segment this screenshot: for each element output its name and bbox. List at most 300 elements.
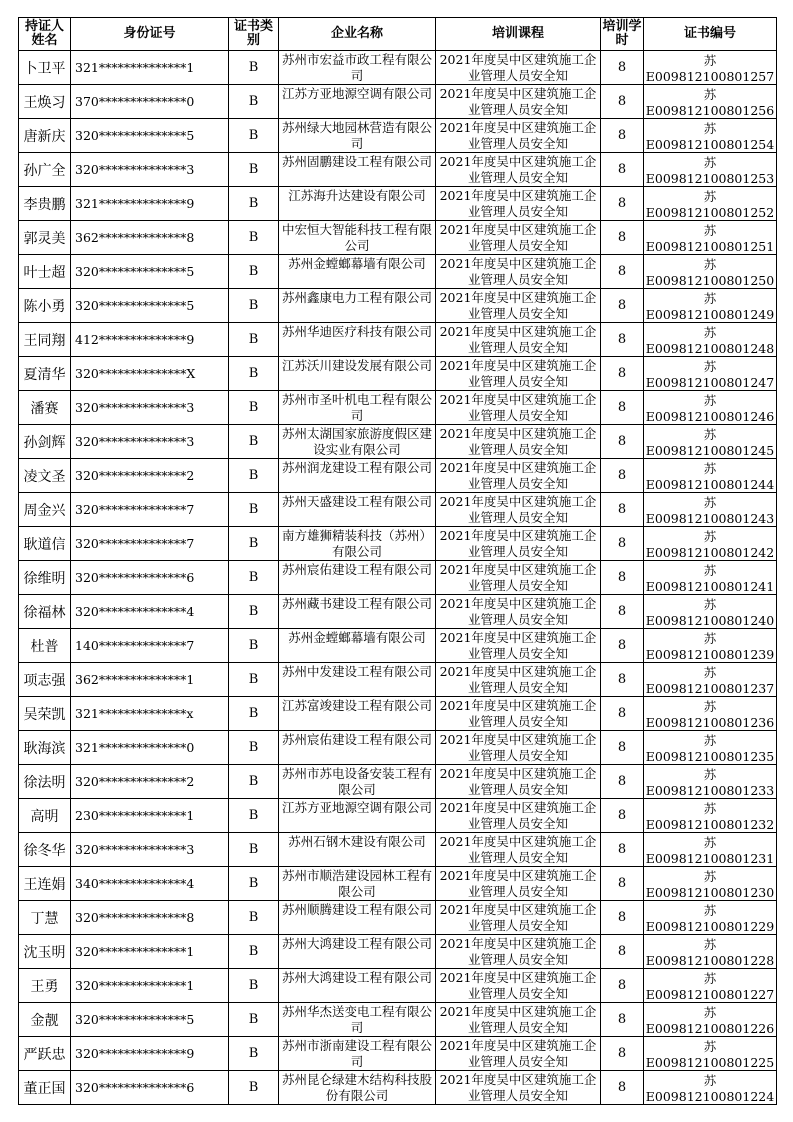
hours-cell: 8 <box>601 255 644 289</box>
holder-name-cell: 孙剑辉 <box>19 425 71 459</box>
certificate-table <box>18 17 777 1105</box>
course-cell <box>436 85 601 119</box>
id-number-cell: 320**************5 <box>71 289 229 323</box>
course-cell-text: 2021年度吴中区建筑施工企业管理人员安全知 <box>439 630 597 661</box>
company-name-cell <box>279 85 436 119</box>
course-cell-text: 2021年度吴中区建筑施工企业管理人员安全知 <box>439 290 597 321</box>
course-cell-text: 2021年度吴中区建筑施工企业管理人员安全知 <box>439 1038 597 1069</box>
cert-type-cell: B <box>229 51 279 85</box>
table-row <box>19 1037 777 1071</box>
company-name-cell <box>279 969 436 1003</box>
id-number-cell: 320**************9 <box>71 1037 229 1071</box>
table-row <box>19 153 777 187</box>
id-number-cell: 320**************2 <box>71 765 229 799</box>
cert-type-cell: B <box>229 221 279 255</box>
cert-type-cell: B <box>229 833 279 867</box>
id-number-cell: 320**************2 <box>71 459 229 493</box>
cert-number-cell: 苏E009812100801247 <box>644 357 777 391</box>
course-cell <box>436 51 601 85</box>
table-row <box>19 289 777 323</box>
cert-type-cell: B <box>229 459 279 493</box>
table-row <box>19 357 777 391</box>
course-cell <box>436 459 601 493</box>
company-name-cell <box>279 153 436 187</box>
cert-number-cell: 苏E009812100801244 <box>644 459 777 493</box>
course-cell <box>436 425 601 459</box>
cert-number-cell: 苏E009812100801227 <box>644 969 777 1003</box>
id-number-cell: 320**************6 <box>71 561 229 595</box>
cert-type-cell: B <box>229 1003 279 1037</box>
company-name-cell-text: 江苏沃川建设发展有限公司 <box>282 358 433 373</box>
holder-name-cell: 高明 <box>19 799 71 833</box>
company-name-cell-text: 苏州石钢木建设有限公司 <box>288 834 426 849</box>
cert-type-cell: B <box>229 391 279 425</box>
hours-cell: 8 <box>601 425 644 459</box>
header-course: 培训课程 <box>436 18 601 51</box>
course-cell-text: 2021年度吴中区建筑施工企业管理人员安全知 <box>439 562 597 593</box>
id-number-cell: 320**************8 <box>71 901 229 935</box>
id-number-cell: 320**************3 <box>71 833 229 867</box>
table-row <box>19 867 777 901</box>
cert-number-cell: 苏E009812100801237 <box>644 663 777 697</box>
hours-cell: 8 <box>601 1003 644 1037</box>
cert-type-cell: B <box>229 867 279 901</box>
holder-name-cell: 潘赛 <box>19 391 71 425</box>
holder-name-cell: 陈小勇 <box>19 289 71 323</box>
course-cell <box>436 153 601 187</box>
course-cell-text: 2021年度吴中区建筑施工企业管理人员安全知 <box>439 154 597 185</box>
course-cell <box>436 357 601 391</box>
company-name-cell-text: 苏州太湖国家旅游度假区建设实业有限公司 <box>282 426 433 457</box>
course-cell <box>436 969 601 1003</box>
company-name-cell-text: 江苏方亚地源空调有限公司 <box>282 800 433 815</box>
course-cell-text: 2021年度吴中区建筑施工企业管理人员安全知 <box>439 358 597 389</box>
company-name-cell <box>279 935 436 969</box>
hours-cell: 8 <box>601 1071 644 1105</box>
hours-cell: 8 <box>601 935 644 969</box>
holder-name-cell: 王连娟 <box>19 867 71 901</box>
hours-cell: 8 <box>601 731 644 765</box>
table-row <box>19 255 777 289</box>
course-cell-text: 2021年度吴中区建筑施工企业管理人员安全知 <box>439 52 597 83</box>
table-row <box>19 799 777 833</box>
hours-cell: 8 <box>601 323 644 357</box>
course-cell <box>436 867 601 901</box>
course-cell-text: 2021年度吴中区建筑施工企业管理人员安全知 <box>439 188 597 219</box>
hours-cell: 8 <box>601 561 644 595</box>
cert-type-cell: B <box>229 323 279 357</box>
id-number-cell: 321**************9 <box>71 187 229 221</box>
holder-name-cell: 项志强 <box>19 663 71 697</box>
company-name-cell-text: 苏州顺腾建设工程有限公司 <box>282 902 433 917</box>
cert-type-cell: B <box>229 799 279 833</box>
cert-type-cell: B <box>229 1037 279 1071</box>
table-row <box>19 221 777 255</box>
cert-type-cell: B <box>229 561 279 595</box>
cert-number-cell: 苏E009812100801233 <box>644 765 777 799</box>
header-company-name: 企业名称 <box>279 18 436 51</box>
course-cell-text: 2021年度吴中区建筑施工企业管理人员安全知 <box>439 86 597 117</box>
cert-number-cell: 苏E009812100801229 <box>644 901 777 935</box>
holder-name-cell: 杜普 <box>19 629 71 663</box>
id-number-cell: 320**************6 <box>71 1071 229 1105</box>
company-name-cell-text: 南方雄狮精装科技（苏州）有限公司 <box>282 528 433 559</box>
holder-name-cell: 王同翔 <box>19 323 71 357</box>
course-cell <box>436 595 601 629</box>
hours-cell: 8 <box>601 493 644 527</box>
company-name-cell <box>279 629 436 663</box>
company-name-cell <box>279 323 436 357</box>
holder-name-cell: 王勇 <box>19 969 71 1003</box>
table-row <box>19 459 777 493</box>
company-name-cell-text: 苏州宸佑建设工程有限公司 <box>282 732 433 747</box>
company-name-cell-text: 江苏富竣建设工程有限公司 <box>282 698 433 713</box>
table-row <box>19 731 777 765</box>
course-cell <box>436 221 601 255</box>
course-cell <box>436 527 601 561</box>
hours-cell: 8 <box>601 765 644 799</box>
company-name-cell <box>279 697 436 731</box>
cert-number-cell: 苏E009812100801252 <box>644 187 777 221</box>
table-row <box>19 935 777 969</box>
table-row <box>19 561 777 595</box>
holder-name-cell: 严跃忠 <box>19 1037 71 1071</box>
company-name-cell-text: 苏州天盛建设工程有限公司 <box>282 494 433 509</box>
holder-name-cell: 董正国 <box>19 1071 71 1105</box>
company-name-cell <box>279 833 436 867</box>
header-id-number: 身份证号 <box>71 18 229 51</box>
course-cell-text: 2021年度吴中区建筑施工企业管理人员安全知 <box>439 222 597 253</box>
cert-number-cell: 苏E009812100801230 <box>644 867 777 901</box>
company-name-cell-text: 苏州市顺浩建设园林工程有限公司 <box>282 868 433 899</box>
cert-type-cell: B <box>229 527 279 561</box>
course-cell-text: 2021年度吴中区建筑施工企业管理人员安全知 <box>439 120 597 151</box>
course-cell-text: 2021年度吴中区建筑施工企业管理人员安全知 <box>439 902 597 933</box>
company-name-cell-text: 苏州昆仑绿建木结构科技股份有限公司 <box>282 1072 433 1103</box>
hours-cell: 8 <box>601 357 644 391</box>
id-number-cell: 321**************1 <box>71 51 229 85</box>
cert-type-cell: B <box>229 187 279 221</box>
course-cell <box>436 289 601 323</box>
table-row <box>19 969 777 1003</box>
course-cell-text: 2021年度吴中区建筑施工企业管理人员安全知 <box>439 698 597 729</box>
company-name-cell-text: 江苏海升达建设有限公司 <box>288 188 426 203</box>
company-name-cell-text: 苏州市苏电设备安装工程有限公司 <box>282 766 433 797</box>
company-name-cell-text: 苏州市浙南建设工程有限公司 <box>282 1038 433 1069</box>
course-cell <box>436 935 601 969</box>
id-number-cell: 370**************0 <box>71 85 229 119</box>
hours-cell: 8 <box>601 119 644 153</box>
company-name-cell-text: 苏州中发建设工程有限公司 <box>282 664 433 679</box>
cert-number-cell: 苏E009812100801241 <box>644 561 777 595</box>
company-name-cell-text: 苏州润龙建设工程有限公司 <box>282 460 433 475</box>
company-name-cell <box>279 255 436 289</box>
company-name-cell-text: 苏州藏书建设工程有限公司 <box>282 596 433 611</box>
holder-name-cell: 叶士超 <box>19 255 71 289</box>
hours-cell: 8 <box>601 289 644 323</box>
table-row <box>19 663 777 697</box>
course-cell-text: 2021年度吴中区建筑施工企业管理人员安全知 <box>439 426 597 457</box>
id-number-cell: 140**************7 <box>71 629 229 663</box>
table-row <box>19 391 777 425</box>
cert-number-cell: 苏E009812100801248 <box>644 323 777 357</box>
course-cell-text: 2021年度吴中区建筑施工企业管理人员安全知 <box>439 392 597 423</box>
company-name-cell <box>279 901 436 935</box>
course-cell-text: 2021年度吴中区建筑施工企业管理人员安全知 <box>439 1072 597 1103</box>
cert-number-cell: 苏E009812100801257 <box>644 51 777 85</box>
company-name-cell <box>279 561 436 595</box>
holder-name-cell: 徐福林 <box>19 595 71 629</box>
id-number-cell: 230**************1 <box>71 799 229 833</box>
cert-number-cell: 苏E009812100801240 <box>644 595 777 629</box>
course-cell-text: 2021年度吴中区建筑施工企业管理人员安全知 <box>439 936 597 967</box>
table-row <box>19 1071 777 1105</box>
table-row <box>19 527 777 561</box>
cert-number-cell: 苏E009812100801225 <box>644 1037 777 1071</box>
hours-cell: 8 <box>601 187 644 221</box>
cert-type-cell: B <box>229 153 279 187</box>
holder-name-cell: 周金兴 <box>19 493 71 527</box>
cert-type-cell: B <box>229 969 279 1003</box>
cert-type-cell: B <box>229 85 279 119</box>
course-cell-text: 2021年度吴中区建筑施工企业管理人员安全知 <box>439 596 597 627</box>
holder-name-cell: 沈玉明 <box>19 935 71 969</box>
cert-type-cell: B <box>229 731 279 765</box>
course-cell-text: 2021年度吴中区建筑施工企业管理人员安全知 <box>439 460 597 491</box>
cert-type-cell: B <box>229 629 279 663</box>
cert-number-cell: 苏E009812100801245 <box>644 425 777 459</box>
id-number-cell: 320**************5 <box>71 255 229 289</box>
table-row <box>19 85 777 119</box>
hours-cell: 8 <box>601 901 644 935</box>
cert-number-cell: 苏E009812100801249 <box>644 289 777 323</box>
id-number-cell: 362**************1 <box>71 663 229 697</box>
course-cell <box>436 1037 601 1071</box>
company-name-cell <box>279 187 436 221</box>
table-row <box>19 493 777 527</box>
cert-type-cell: B <box>229 697 279 731</box>
holder-name-cell: 卜卫平 <box>19 51 71 85</box>
course-cell <box>436 255 601 289</box>
course-cell-text: 2021年度吴中区建筑施工企业管理人员安全知 <box>439 766 597 797</box>
cert-number-cell: 苏E009812100801253 <box>644 153 777 187</box>
holder-name-cell: 孙广全 <box>19 153 71 187</box>
id-number-cell: 320**************4 <box>71 595 229 629</box>
id-number-cell: 320**************1 <box>71 935 229 969</box>
table-row <box>19 1003 777 1037</box>
cert-type-cell: B <box>229 935 279 969</box>
company-name-cell-text: 苏州华迪医疗科技有限公司 <box>282 324 433 339</box>
cert-number-cell: 苏E009812100801254 <box>644 119 777 153</box>
cert-type-cell: B <box>229 901 279 935</box>
course-cell <box>436 1003 601 1037</box>
cert-type-cell: B <box>229 765 279 799</box>
holder-name-cell: 耿海滨 <box>19 731 71 765</box>
id-number-cell: 321**************x <box>71 697 229 731</box>
course-cell <box>436 901 601 935</box>
table-row <box>19 323 777 357</box>
hours-cell: 8 <box>601 867 644 901</box>
id-number-cell: 320**************3 <box>71 391 229 425</box>
course-cell <box>436 561 601 595</box>
holder-name-cell: 王焕习 <box>19 85 71 119</box>
header-holder-name: 持证人姓名 <box>19 18 71 51</box>
company-name-cell <box>279 765 436 799</box>
company-name-cell <box>279 731 436 765</box>
course-cell-text: 2021年度吴中区建筑施工企业管理人员安全知 <box>439 868 597 899</box>
cert-type-cell: B <box>229 1071 279 1105</box>
table-row <box>19 765 777 799</box>
course-cell-text: 2021年度吴中区建筑施工企业管理人员安全知 <box>439 494 597 525</box>
course-cell-text: 2021年度吴中区建筑施工企业管理人员安全知 <box>439 834 597 865</box>
hours-cell: 8 <box>601 833 644 867</box>
cert-number-cell: 苏E009812100801256 <box>644 85 777 119</box>
id-number-cell: 321**************0 <box>71 731 229 765</box>
course-cell <box>436 731 601 765</box>
company-name-cell <box>279 357 436 391</box>
course-cell-text: 2021年度吴中区建筑施工企业管理人员安全知 <box>439 664 597 695</box>
course-cell <box>436 119 601 153</box>
table-row <box>19 629 777 663</box>
header-cert-type: 证书类别 <box>229 18 279 51</box>
cert-type-cell: B <box>229 595 279 629</box>
company-name-cell <box>279 119 436 153</box>
company-name-cell-text: 苏州华杰送变电工程有限公司 <box>282 1004 433 1035</box>
hours-cell: 8 <box>601 527 644 561</box>
course-cell-text: 2021年度吴中区建筑施工企业管理人员安全知 <box>439 732 597 763</box>
hours-cell: 8 <box>601 51 644 85</box>
holder-name-cell: 唐新庆 <box>19 119 71 153</box>
holder-name-cell: 徐冬华 <box>19 833 71 867</box>
id-number-cell: 340**************4 <box>71 867 229 901</box>
hours-cell: 8 <box>601 697 644 731</box>
company-name-cell-text: 苏州大鸿建设工程有限公司 <box>282 970 433 985</box>
holder-name-cell: 吴荣凯 <box>19 697 71 731</box>
id-number-cell: 320**************5 <box>71 119 229 153</box>
cert-number-cell: 苏E009812100801228 <box>644 935 777 969</box>
hours-cell: 8 <box>601 969 644 1003</box>
table-row <box>19 51 777 85</box>
company-name-cell <box>279 1037 436 1071</box>
holder-name-cell: 凌文圣 <box>19 459 71 493</box>
company-name-cell-text: 苏州宸佑建设工程有限公司 <box>282 562 433 577</box>
course-cell <box>436 1071 601 1105</box>
course-cell <box>436 697 601 731</box>
table-row <box>19 119 777 153</box>
table-row <box>19 697 777 731</box>
company-name-cell <box>279 51 436 85</box>
company-name-cell-text: 苏州鑫康电力工程有限公司 <box>282 290 433 305</box>
company-name-cell <box>279 425 436 459</box>
company-name-cell <box>279 1003 436 1037</box>
table-row <box>19 187 777 221</box>
hours-cell: 8 <box>601 1037 644 1071</box>
course-cell <box>436 493 601 527</box>
cert-number-cell: 苏E009812100801246 <box>644 391 777 425</box>
course-cell <box>436 663 601 697</box>
hours-cell: 8 <box>601 663 644 697</box>
cert-number-cell: 苏E009812100801243 <box>644 493 777 527</box>
course-cell <box>436 323 601 357</box>
hours-cell: 8 <box>601 595 644 629</box>
company-name-cell <box>279 1071 436 1105</box>
cert-type-cell: B <box>229 289 279 323</box>
hours-cell: 8 <box>601 629 644 663</box>
cert-type-cell: B <box>229 119 279 153</box>
cert-type-cell: B <box>229 357 279 391</box>
company-name-cell-text: 苏州市宏益市政工程有限公司 <box>282 52 433 83</box>
company-name-cell-text: 苏州金螳螂幕墙有限公司 <box>288 256 426 271</box>
cert-type-cell: B <box>229 663 279 697</box>
company-name-cell <box>279 867 436 901</box>
holder-name-cell: 金靓 <box>19 1003 71 1037</box>
company-name-cell-text: 苏州大鸿建设工程有限公司 <box>282 936 433 951</box>
company-name-cell <box>279 221 436 255</box>
id-number-cell: 362**************8 <box>71 221 229 255</box>
company-name-cell-text: 江苏方亚地源空调有限公司 <box>282 86 433 101</box>
cert-number-cell: 苏E009812100801251 <box>644 221 777 255</box>
id-number-cell: 320**************X <box>71 357 229 391</box>
company-name-cell-text: 苏州金螳螂幕墙有限公司 <box>288 630 426 645</box>
header-hours: 培训学时 <box>601 18 644 51</box>
cert-type-cell: B <box>229 493 279 527</box>
id-number-cell: 320**************7 <box>71 527 229 561</box>
hours-cell: 8 <box>601 85 644 119</box>
company-name-cell-text: 苏州绿大地园林营造有限公司 <box>282 120 433 151</box>
hours-cell: 8 <box>601 459 644 493</box>
header-cert-number: 证书编号 <box>644 18 777 51</box>
company-name-cell <box>279 595 436 629</box>
cert-number-cell: 苏E009812100801236 <box>644 697 777 731</box>
table-header-row <box>19 18 777 51</box>
course-cell <box>436 765 601 799</box>
course-cell-text: 2021年度吴中区建筑施工企业管理人员安全知 <box>439 256 597 287</box>
course-cell-text: 2021年度吴中区建筑施工企业管理人员安全知 <box>439 324 597 355</box>
company-name-cell <box>279 663 436 697</box>
course-cell-text: 2021年度吴中区建筑施工企业管理人员安全知 <box>439 528 597 559</box>
company-name-cell <box>279 391 436 425</box>
hours-cell: 8 <box>601 391 644 425</box>
hours-cell: 8 <box>601 221 644 255</box>
table-row <box>19 425 777 459</box>
holder-name-cell: 夏清华 <box>19 357 71 391</box>
course-cell-text: 2021年度吴中区建筑施工企业管理人员安全知 <box>439 800 597 831</box>
course-cell <box>436 799 601 833</box>
course-cell-text: 2021年度吴中区建筑施工企业管理人员安全知 <box>439 970 597 1001</box>
hours-cell: 8 <box>601 153 644 187</box>
company-name-cell-text: 中宏恒大智能科技工程有限公司 <box>282 222 433 253</box>
cert-number-cell: 苏E009812100801224 <box>644 1071 777 1105</box>
id-number-cell: 320**************7 <box>71 493 229 527</box>
cert-number-cell: 苏E009812100801232 <box>644 799 777 833</box>
table-row <box>19 595 777 629</box>
course-cell <box>436 833 601 867</box>
hours-cell: 8 <box>601 799 644 833</box>
course-cell <box>436 187 601 221</box>
cert-number-cell: 苏E009812100801226 <box>644 1003 777 1037</box>
course-cell <box>436 629 601 663</box>
company-name-cell <box>279 799 436 833</box>
company-name-cell-text: 苏州固鹏建设工程有限公司 <box>282 154 433 169</box>
company-name-cell <box>279 527 436 561</box>
holder-name-cell: 耿道信 <box>19 527 71 561</box>
id-number-cell: 412**************9 <box>71 323 229 357</box>
cert-number-cell: 苏E009812100801235 <box>644 731 777 765</box>
id-number-cell: 320**************5 <box>71 1003 229 1037</box>
holder-name-cell: 丁慧 <box>19 901 71 935</box>
cert-number-cell: 苏E009812100801239 <box>644 629 777 663</box>
table-body <box>19 51 777 1105</box>
